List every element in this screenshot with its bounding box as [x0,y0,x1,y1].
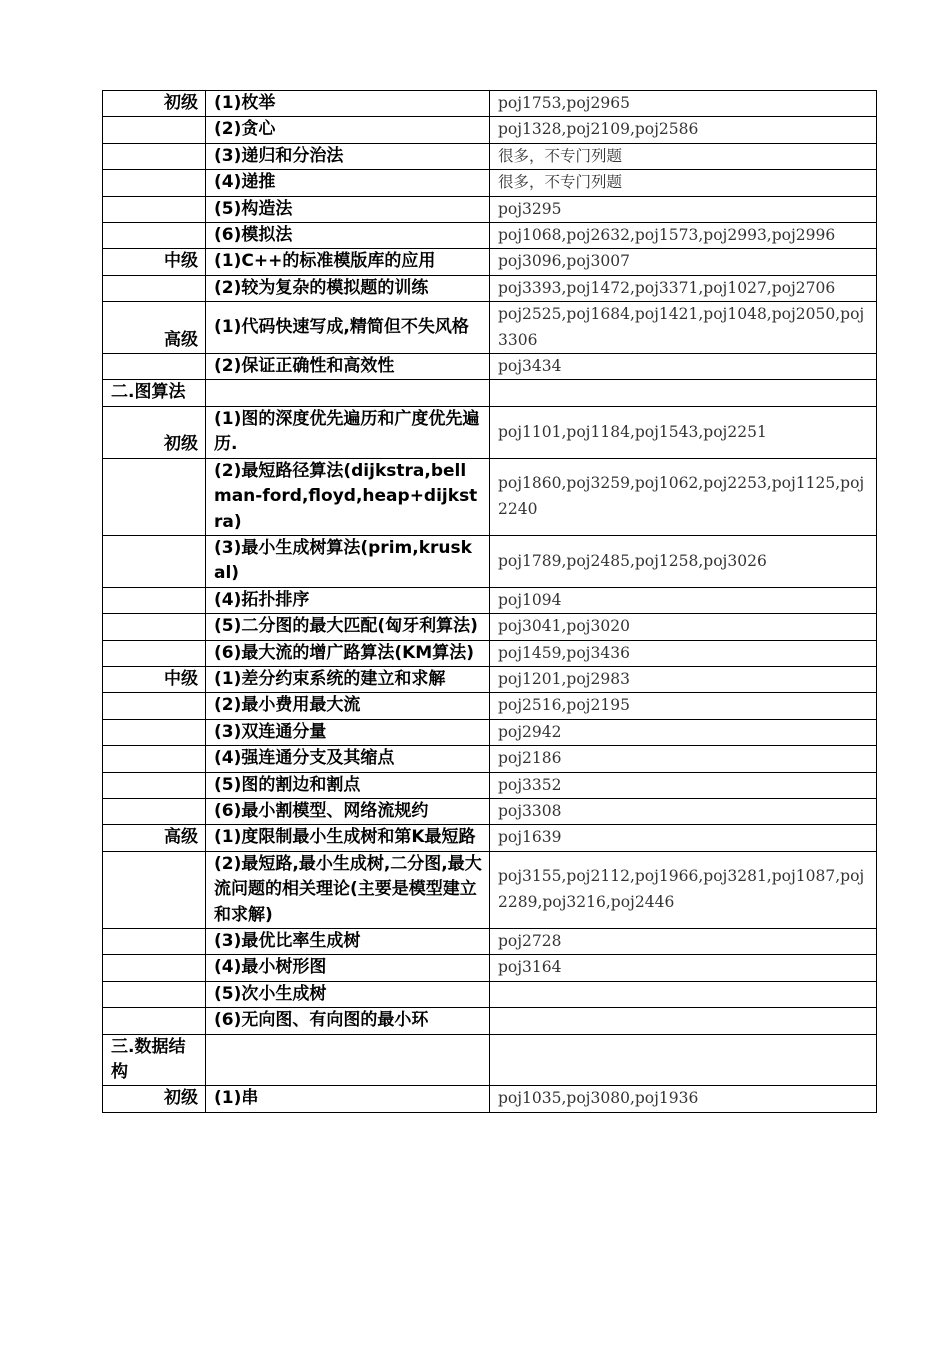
level-cell [103,170,206,196]
table-row [103,406,877,458]
level-cell [103,719,206,745]
table-row [103,302,877,354]
topic-cell: (2)保证正确性和高效性 [206,354,490,380]
level-cell [103,614,206,640]
table-row [103,772,877,798]
topic-cell: (3)双连通分量 [206,719,490,745]
table-row [103,666,877,692]
problems-cell: poj2525,poj1684,poj1421,poj1048,poj2050,poj3306 [490,302,877,354]
table-row [103,458,877,535]
topic-cell: (5)二分图的最大匹配(匈牙利算法) [206,614,490,640]
topic-cell: (1)差分约束系统的建立和求解 [206,666,490,692]
problems-cell: poj3164 [490,955,877,981]
topic-cell: (1)C++的标准模版库的应用 [206,249,490,275]
topic-cell: (6)模拟法 [206,223,490,249]
table-row [103,981,877,1007]
level-cell [103,223,206,249]
table-row [103,275,877,301]
topic-cell: (4)拓扑排序 [206,587,490,613]
level-cell [103,458,206,535]
topic-cell: (6)无向图、有向图的最小环 [206,1008,490,1034]
topic-cell: (1)代码快速写成,精简但不失风格 [206,302,490,354]
problems-cell: poj1035,poj3080,poj1936 [490,1086,877,1112]
problems-cell: 很多，不专门列题 [490,143,877,169]
problems-cell: poj3041,poj3020 [490,614,877,640]
table-row [103,196,877,222]
topic-cell: (5)图的割边和割点 [206,772,490,798]
problems-cell: poj1789,poj2485,poj1258,poj3026 [490,535,877,587]
problems-cell: poj3096,poj3007 [490,249,877,275]
problems-cell: poj3434 [490,354,877,380]
level-cell [103,1008,206,1034]
section-heading: 二.图算法 [103,380,206,406]
empty-cell [490,380,877,406]
table-row [103,1008,877,1034]
table-row [103,929,877,955]
level-cell [103,587,206,613]
level-cell [103,535,206,587]
section-row [103,1034,877,1086]
table-row [103,746,877,772]
topic-cell: (2)最短路径算法(dijkstra,bellman-ford,floyd,heap+dijkstra) [206,458,490,535]
table-row [103,143,877,169]
table-row [103,614,877,640]
level-cell [103,929,206,955]
level-cell [103,275,206,301]
topic-cell: (5)构造法 [206,196,490,222]
table-row [103,170,877,196]
table-row [103,354,877,380]
table-row [103,640,877,666]
level-cell [103,851,206,928]
level-cell [103,693,206,719]
topic-cell: (4)强连通分支及其缩点 [206,746,490,772]
table-row [103,825,877,851]
level-cell [103,746,206,772]
empty-cell [490,1034,877,1086]
table-row [103,719,877,745]
problems-cell: poj1201,poj2983 [490,666,877,692]
level-cell: 高级 [103,302,206,354]
level-cell: 初级 [103,1086,206,1112]
table-row [103,798,877,824]
problems-cell: poj1639 [490,825,877,851]
topic-cell: (2)贪心 [206,117,490,143]
topic-cell: (1)串 [206,1086,490,1112]
problems-cell: poj2186 [490,746,877,772]
problems-cell: 很多，不专门列题 [490,170,877,196]
section-row [103,380,877,406]
problems-cell: poj2516,poj2195 [490,693,877,719]
table-body [103,91,877,1113]
problems-cell: poj3295 [490,196,877,222]
level-cell [103,981,206,1007]
problems-cell: poj1459,poj3436 [490,640,877,666]
table-row [103,955,877,981]
level-cell [103,143,206,169]
table-row [103,535,877,587]
problems-cell: poj2942 [490,719,877,745]
problems-cell: poj1068,poj2632,poj1573,poj2993,poj2996 [490,223,877,249]
problems-cell: poj3393,poj1472,poj3371,poj1027,poj2706 [490,275,877,301]
problems-cell [490,1008,877,1034]
level-cell: 初级 [103,406,206,458]
table-row [103,587,877,613]
topic-cell: (3)最小生成树算法(prim,kruskal) [206,535,490,587]
section-heading: 三.数据结构 [103,1034,206,1086]
topic-cell: (1)图的深度优先遍历和广度优先遍历. [206,406,490,458]
empty-cell [206,380,490,406]
topic-cell: (2)最短路,最小生成树,二分图,最大流问题的相关理论(主要是模型建立和求解) [206,851,490,928]
topic-cell: (2)较为复杂的模拟题的训练 [206,275,490,301]
table-row [103,1086,877,1112]
level-cell [103,798,206,824]
topic-cell: (1)度限制最小生成树和第K最短路 [206,825,490,851]
problems-cell [490,981,877,1007]
problems-cell: poj1860,poj3259,poj1062,poj2253,poj1125,poj2240 [490,458,877,535]
table-row [103,223,877,249]
table-row [103,249,877,275]
problems-cell: poj1094 [490,587,877,613]
problems-cell: poj1328,poj2109,poj2586 [490,117,877,143]
topic-cell: (1)枚举 [206,91,490,117]
problems-cell: poj3155,poj2112,poj1966,poj3281,poj1087,poj2289,poj3216,poj2446 [490,851,877,928]
table-row [103,91,877,117]
problems-cell: poj1753,poj2965 [490,91,877,117]
topic-cell: (3)最优比率生成树 [206,929,490,955]
training-plan-table [102,90,877,1113]
level-cell [103,354,206,380]
table-row [103,851,877,928]
topic-cell: (6)最小割模型、网络流规约 [206,798,490,824]
level-cell: 中级 [103,666,206,692]
topic-cell: (2)最小费用最大流 [206,693,490,719]
level-cell: 高级 [103,825,206,851]
problems-cell: poj3308 [490,798,877,824]
level-cell: 中级 [103,249,206,275]
level-cell [103,196,206,222]
problems-cell: poj1101,poj1184,poj1543,poj2251 [490,406,877,458]
topic-cell: (5)次小生成树 [206,981,490,1007]
topic-cell: (4)递推 [206,170,490,196]
level-cell [103,772,206,798]
table-row [103,117,877,143]
topic-cell: (6)最大流的增广路算法(KM算法) [206,640,490,666]
level-cell [103,117,206,143]
table-row [103,693,877,719]
topic-cell: (4)最小树形图 [206,955,490,981]
level-cell [103,955,206,981]
problems-cell: poj2728 [490,929,877,955]
topic-cell: (3)递归和分治法 [206,143,490,169]
problems-cell: poj3352 [490,772,877,798]
empty-cell [206,1034,490,1086]
level-cell: 初级 [103,91,206,117]
level-cell [103,640,206,666]
